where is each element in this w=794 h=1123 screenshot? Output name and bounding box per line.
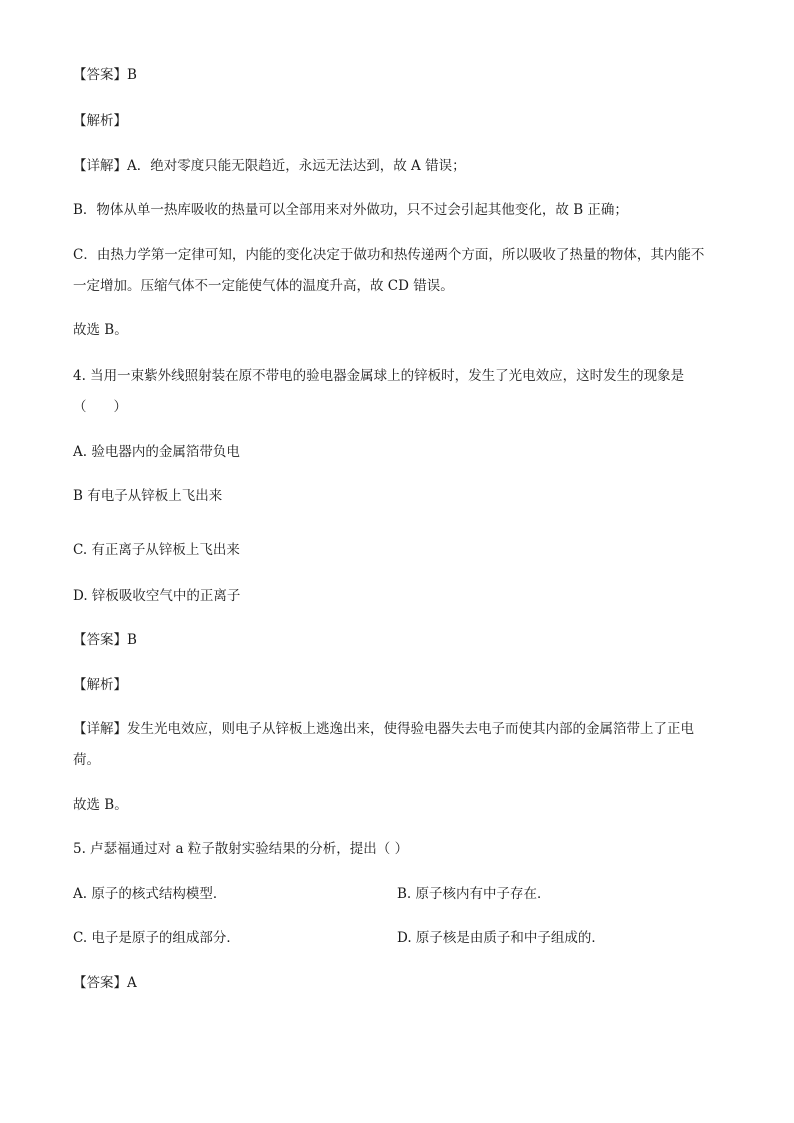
q4-option-c: C. 有正离子从锌板上飞出来 <box>73 542 240 558</box>
q5-option-c: C. 电子是原子的组成部分． <box>73 930 240 946</box>
q5-stem: 5. 卢瑟福通过对 a 粒子散射实验结果的分析，提出（ ） <box>73 841 409 857</box>
q5-option-a: A. 原子的核式结构模型． <box>73 886 227 902</box>
q3-detail-b: B．物体从单一热库吸收的热量可以全部用来对外做功，只不过会引起其他变化，故 B 正确； <box>73 202 628 218</box>
q5-option-d: D. 原子核是由质子和中子组成的． <box>397 930 605 946</box>
q4-option-b: B 有电子从锌板上飞出来 <box>73 488 223 504</box>
q5-option-b: B. 原子核内有中子存在． <box>397 886 551 902</box>
q4-detail-line2: 荷。 <box>73 752 100 768</box>
q4-analysis-label: 【解析】 <box>73 677 127 693</box>
q4-option-a: A. 验电器内的金属箔带负电 <box>73 444 240 460</box>
q4-answer: 【答案】B <box>73 632 137 648</box>
q4-stem-line1: 4. 当用一束紫外线照射装在原不带电的验电器金属球上的锌板时，发生了光电效应，这时发生的现象是 <box>73 368 685 384</box>
q4-stem-line2: （ ） <box>73 399 127 415</box>
q3-conclusion: 故选 B。 <box>73 322 128 338</box>
q3-detail-c-line2: 一定增加。压缩气体不一定能使气体的温度升高，故 CD 错误。 <box>73 278 454 294</box>
q3-detail-a: 【详解】A．绝对零度只能无限趋近，永远无法达到，故 A 错误； <box>73 158 466 174</box>
q3-detail-c-line1: C．由热力学第一定律可知，内能的变化决定于做功和热传递两个方面，所以吸收了热量的物体，其内能不 <box>73 247 705 263</box>
q5-answer: 【答案】A <box>73 975 137 991</box>
q4-conclusion: 故选 B。 <box>73 797 128 813</box>
q4-detail-line1: 【详解】发生光电效应，则电子从锌板上逃逸出来，使得验电器失去电子而使其内部的金属箔带上了正电 <box>73 721 694 737</box>
q4-option-d: D. 锌板吸收空气中的正离子 <box>73 588 241 604</box>
q3-analysis-label: 【解析】 <box>73 113 127 129</box>
q3-answer: 【答案】B <box>73 67 137 83</box>
